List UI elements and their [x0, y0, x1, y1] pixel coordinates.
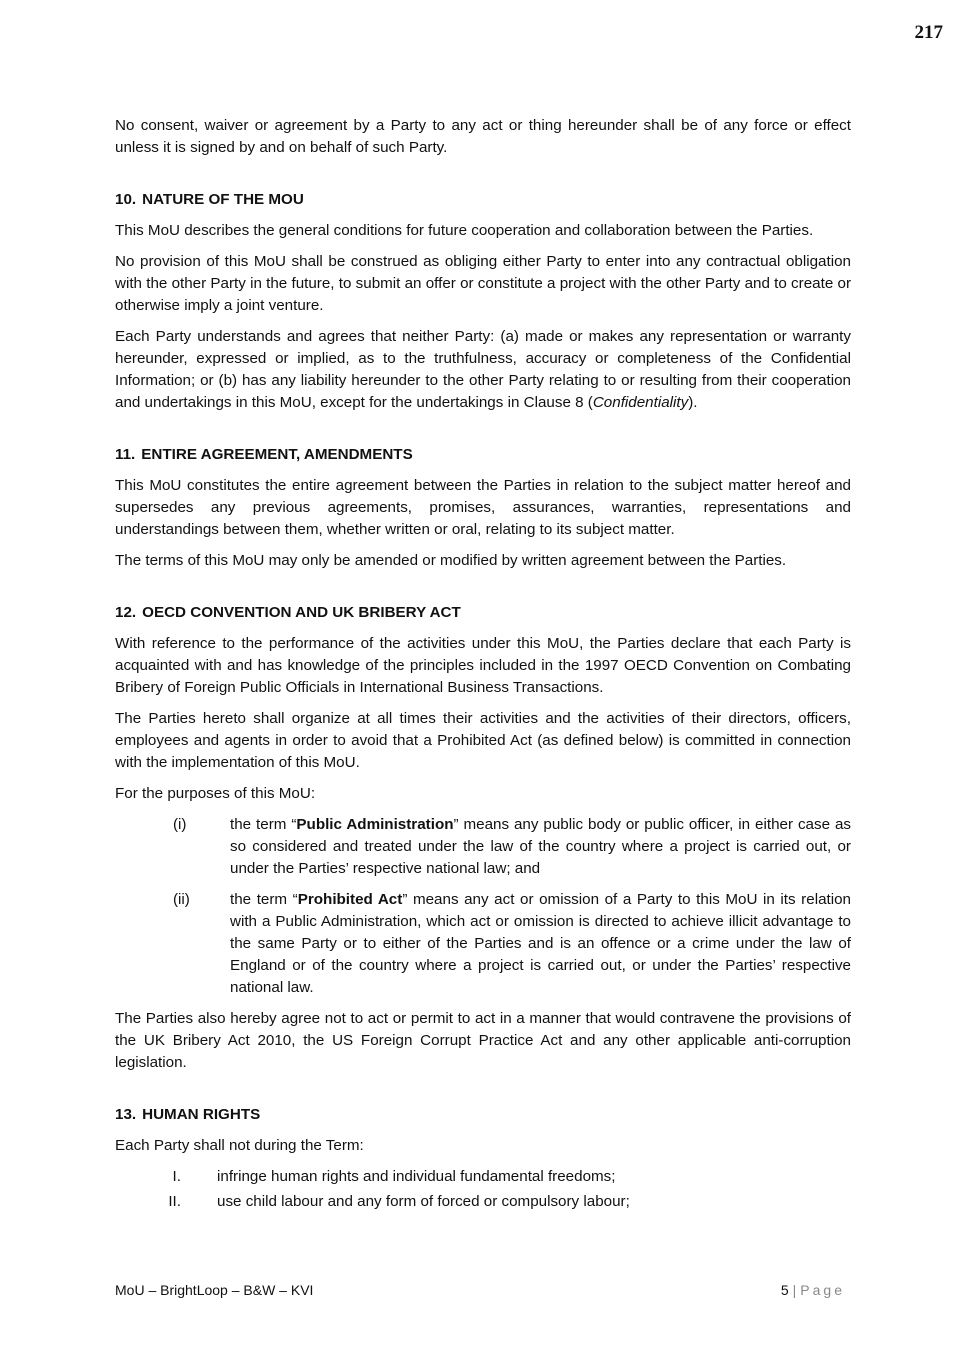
paragraph-text: Each Party understands and agrees that neither Party: (a) made or makes any representation or warranty hereunder, expressed or implied, as to the truthfulness, accuracy or completeness of the Confidential Information; or (b) has any liability hereunder to the other Party relating to or resulting from their cooperation and undertakings in this MoU, except for the undertakings in Clause 8 ( — [115, 328, 851, 411]
section-12-paragraph-1: With reference to the performance of the activities under this MoU, the Parties declare that each Party is acquainted with and has knowledge of the principles included in the 1997 OECD Convention on Combating Bribery of Foreign Public Officials in International Business Transactions. — [115, 635, 851, 696]
item-text-post: ” means any public body or public officer, in either case as so considered and treated under the law of the country where a project is carried out, or under the Parties’ respective national law; and — [230, 816, 851, 877]
item-label: (i) — [173, 816, 187, 833]
page-stamp-number: 217 — [914, 22, 943, 43]
item-text-post: ” means any act or omission of a Party to this MoU in its relation with a Public Administration, which act or omission is directed to achieve illicit advantage to the same Party or to either of the Parties and is an offence or a crime under the law of England or of the country where a project is carried out, or under the Parties’ respective national law. — [230, 891, 851, 996]
section-number: 13. — [115, 1106, 137, 1123]
section-title: NATURE OF THE MOU — [142, 191, 304, 208]
page-number: 5 — [780, 1282, 789, 1298]
item-text-pre: the term “ — [230, 891, 298, 908]
section-11-paragraph-1: This MoU constitutes the entire agreement between the Parties in relation to the subject matter hereof and supersedes any previous agreements, promises, assurances, warranties, representations and understandings between them, whether written or oral, relating to its subject matter. — [115, 477, 851, 538]
defined-term: Public Administration — [296, 816, 454, 833]
section-11-paragraph-2: The terms of this MoU may only be amended or modified by written agreement between the Parties. — [115, 552, 787, 569]
definition-item-i — [115, 814, 851, 880]
section-13-heading — [115, 1104, 851, 1126]
italic-term: Confidentiality — [592, 394, 689, 411]
item-text — [230, 814, 851, 880]
list-item — [115, 1166, 851, 1188]
section-title: ENTIRE AGREEMENT, AMENDMENTS — [141, 446, 413, 463]
defined-term: Prohibited Act — [297, 891, 403, 908]
page-word: Page — [800, 1282, 845, 1298]
footer-document-title: MoU – BrightLoop – B&W – KVI — [115, 1282, 314, 1298]
section-number: 11. — [115, 446, 136, 463]
section-12-heading — [115, 602, 851, 624]
section-11-heading — [115, 444, 851, 466]
list-item-text: infringe human rights and individual fundamental freedoms; — [217, 1168, 616, 1185]
section-12-paragraph-2: The Parties hereto shall organize at all times their activities and the activities of their directors, officers, employees and agents in order to avoid that a Prohibited Act (as defined below) is committed in connection with the implementation of this MoU. — [115, 710, 851, 771]
item-text-pre: the term “ — [230, 816, 297, 833]
section-12-paragraph-4: The Parties also hereby agree not to act or permit to act in a manner that would contravene the provisions of the UK Bribery Act 2010, the US Foreign Corrupt Practice Act and any other applicable anti-corruption legislation. — [115, 1010, 851, 1071]
section-12-paragraph-3: For the purposes of this MoU: — [115, 785, 316, 802]
section-10-heading — [115, 189, 851, 211]
page-footer — [115, 1282, 845, 1298]
list-item-label: I. — [172, 1168, 181, 1185]
intro-paragraph: No consent, waiver or agreement by a Party to any act or thing hereunder shall be of any force or effect unless it is signed by and on behalf of such Party. — [115, 117, 851, 156]
footer-page-indicator — [781, 1282, 845, 1298]
section-title: OECD CONVENTION AND UK BRIBERY ACT — [142, 604, 461, 621]
section-title: HUMAN RIGHTS — [142, 1106, 261, 1123]
list-item-text: use child labour and any form of forced or compulsory labour; — [217, 1193, 630, 1210]
section-number: 10. — [115, 191, 137, 208]
section-10-paragraph-2: No provision of this MoU shall be construed as obliging either Party to enter into any contractual obligation with the other Party in the future, to submit an offer or constitute a project with the other Party and to create or otherwise imply a joint venture. — [115, 253, 851, 314]
paragraph-text-end: ). — [688, 394, 698, 411]
document-body — [115, 115, 851, 1213]
section-13-paragraph-1: Each Party shall not during the Term: — [115, 1137, 364, 1154]
human-rights-list — [115, 1166, 851, 1213]
list-item-label: II. — [168, 1193, 181, 1210]
section-number: 12. — [115, 604, 137, 621]
page-separator: | — [792, 1282, 797, 1298]
item-label: (ii) — [173, 891, 190, 908]
definition-item-ii — [115, 889, 851, 999]
item-text — [230, 889, 851, 999]
list-item — [115, 1191, 851, 1213]
section-10-paragraph-1: This MoU describes the general conditions for future cooperation and collaboration between the Parties. — [115, 222, 814, 239]
section-10-paragraph-3 — [115, 326, 851, 414]
